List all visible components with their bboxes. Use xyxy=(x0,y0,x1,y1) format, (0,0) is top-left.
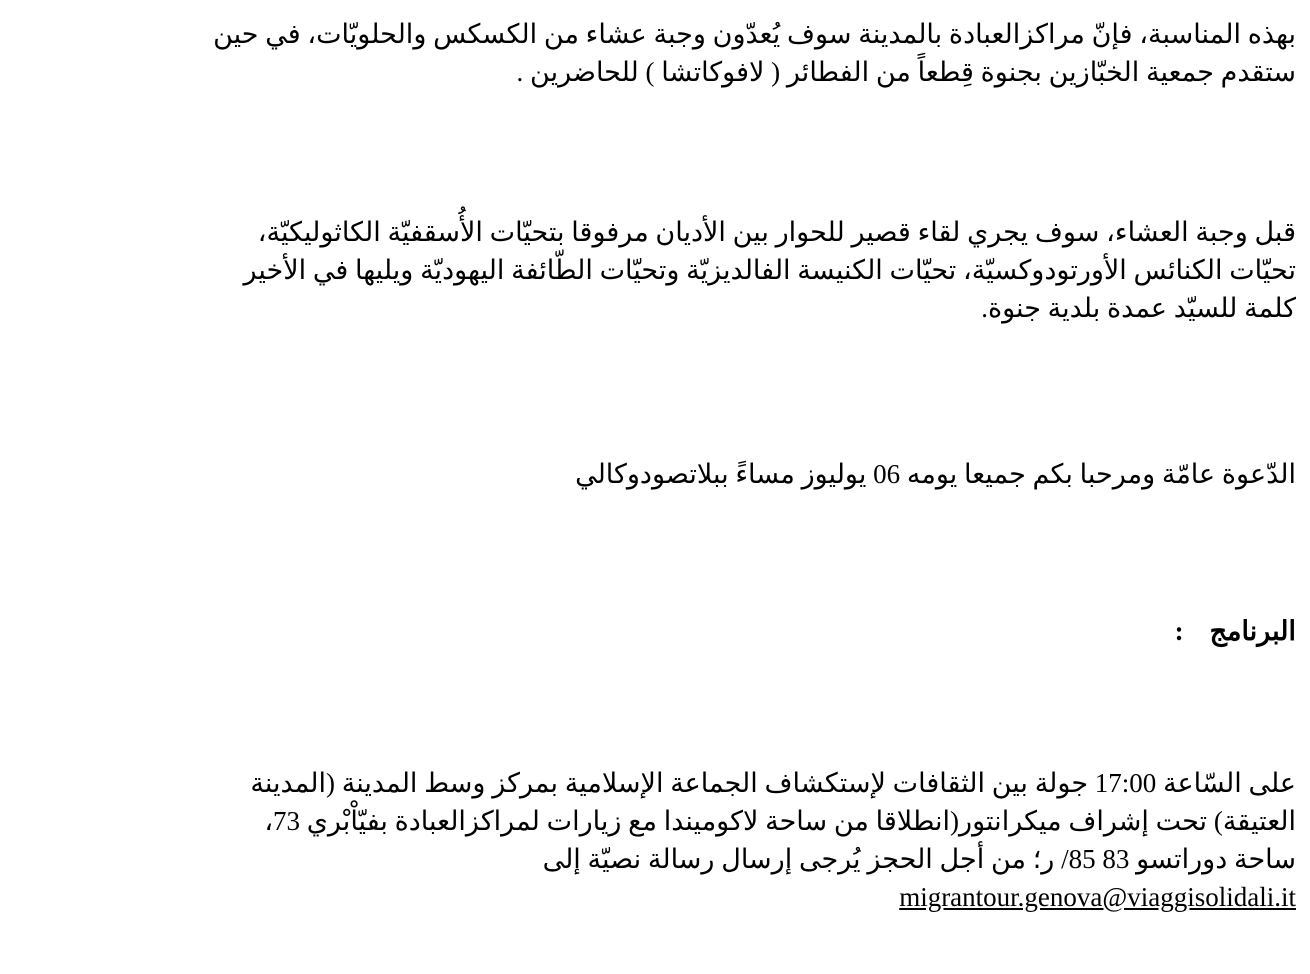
text-line: على السّاعة 17:00 جولة بين الثقافات لإستكشاف الجماعة الإسلامية بمركز وسط المدينة (المدينة xyxy=(250,768,1296,798)
program-heading-colon: : xyxy=(1174,616,1184,646)
text-line: ساحة دوراتسو 83 85/ ر؛ من أجل الحجز يُرجى إرسال رسالة نصيّة إلى xyxy=(542,844,1296,874)
paragraph-program-tour xyxy=(196,764,1296,916)
text-line: بهذه المناسبة، فإنّ مراكزالعبادة بالمدينة سوف يُعدّون وجبة عشاء من الكسكس والحلويّات، في حين xyxy=(213,19,1296,49)
paragraph-invitation xyxy=(196,455,1296,493)
program-heading xyxy=(196,612,1296,650)
text-line: الدّعوة عامّة ومرحبا بكم جميعا يومه 06 يوليوز مساءً ببلاتصودوكالي xyxy=(575,459,1296,489)
text-line: العتيقة) تحت إشراف ميكرانتور(انطلاقا من ساحة لاكوميندا مع زيارات لمراكزالعبادة بفيّاْبْري 73، xyxy=(264,806,1296,836)
text-line: كلمة للسيّد عمدة بلدية جنوة. xyxy=(981,293,1296,323)
email-link[interactable]: migrantour.genova@viaggisolidali.it xyxy=(899,882,1296,912)
text-line: تحيّات الكنائس الأورتودوكسيّة، تحيّات الكنيسة الفالديزيّة وتحيّات الطّائفة اليهوديّة ويليها في الأخير xyxy=(243,255,1296,285)
paragraph-dinner xyxy=(196,15,1296,91)
program-heading-title: البرنامج xyxy=(1209,616,1296,646)
paragraph-interfaith-meeting xyxy=(196,213,1296,327)
text-line: قبل وجبة العشاء، سوف يجري لقاء قصير للحوار بين الأديان مرفوقا بتحيّات الأُسقفيّة الكاثوليكيّة، xyxy=(257,217,1296,247)
text-line: ستقدم جمعية الخبّازين بجنوة قِطعاً من الفطائر ( لافوكاتشا ) للحاضرين . xyxy=(516,57,1296,87)
